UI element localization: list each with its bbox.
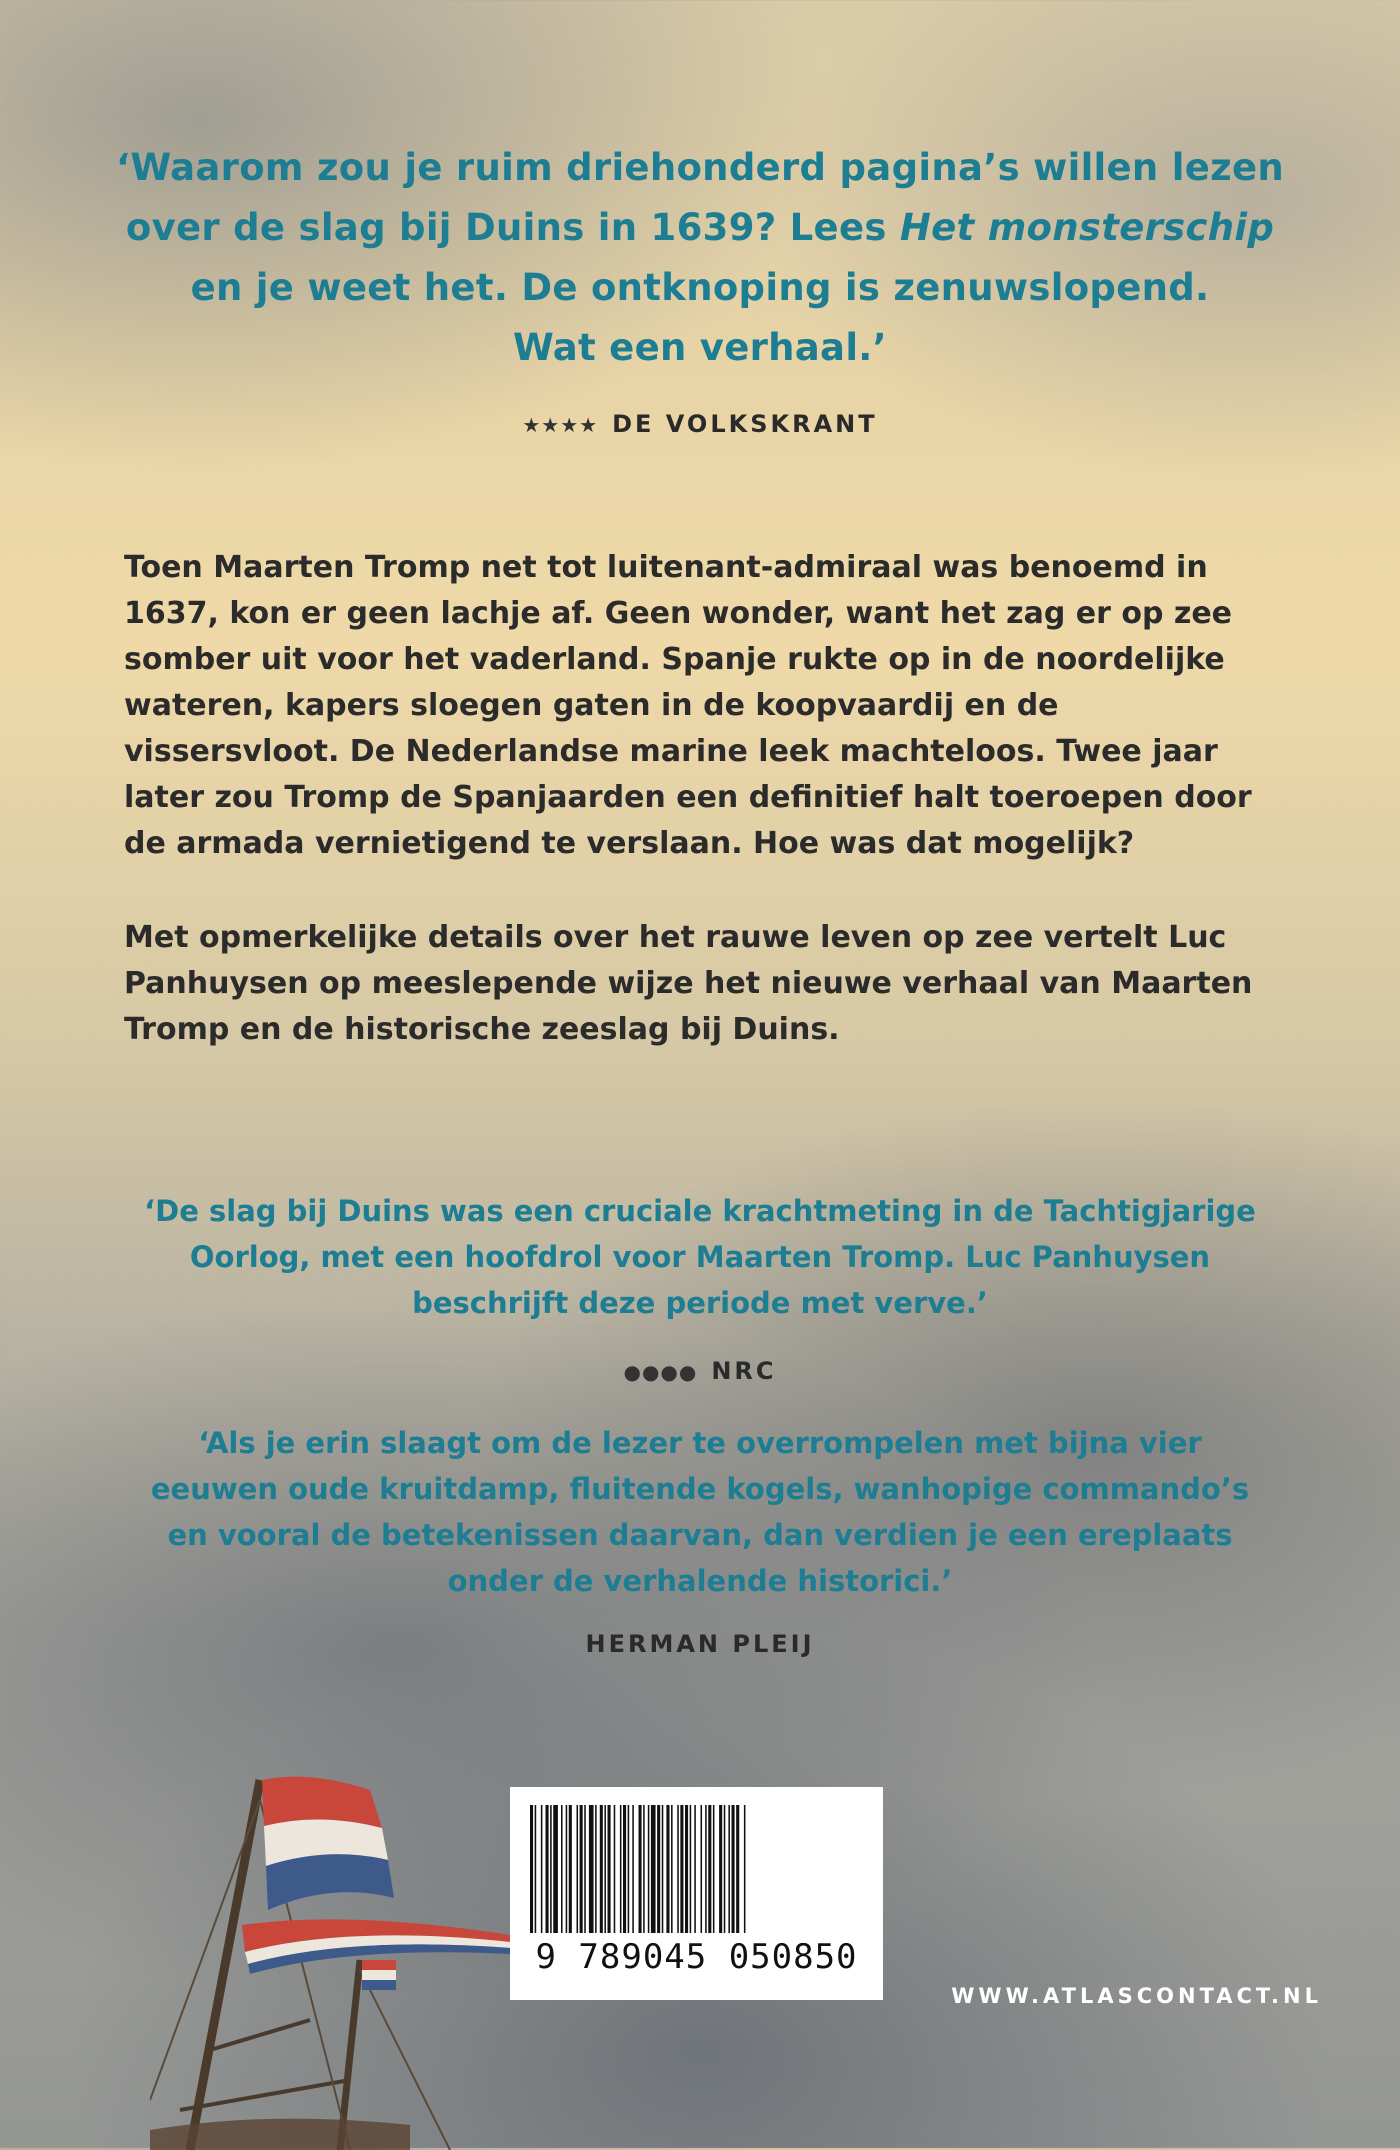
barcode-bar bbox=[546, 1805, 549, 1933]
barcode-bar bbox=[623, 1805, 626, 1933]
barcode-bar bbox=[685, 1805, 688, 1933]
barcode-bar bbox=[620, 1805, 622, 1933]
book-title-italic: Het monsterschip bbox=[899, 206, 1275, 249]
barcode-bar bbox=[604, 1805, 606, 1933]
barcode-bar bbox=[713, 1805, 715, 1933]
barcode-bar bbox=[569, 1805, 572, 1933]
barcode-bar bbox=[744, 1805, 746, 1933]
source-name: HERMAN PLEIJ bbox=[585, 1630, 815, 1658]
barcode-bar bbox=[561, 1805, 563, 1933]
ship-flag-illustration bbox=[150, 1720, 510, 2150]
barcode-bar bbox=[705, 1805, 707, 1933]
barcode-bar bbox=[628, 1805, 630, 1933]
barcode-bar bbox=[651, 1805, 656, 1933]
barcode-bar bbox=[694, 1805, 696, 1933]
quote-line bbox=[0, 198, 1400, 258]
barcode-bar bbox=[580, 1805, 583, 1933]
isbn-number: 9 789045 050850 bbox=[535, 1937, 858, 1977]
barcode-bar bbox=[639, 1805, 642, 1933]
quote-line: beschrijft deze periode met verve.’ bbox=[412, 1286, 988, 1320]
publisher-website: WWW.ATLASCONTACT.NL bbox=[951, 1984, 1322, 2008]
blurb-paragraph-1: Toen Maarten Tromp net tot luitenant-admiraal was benoemd in 1637, kon er geen lachje af. Geen wonder, want het zag er op zee somber uit voor het vaderland. Spanje rukte op in de noordelijke wateren, kapers sloegen gaten in de koopvaardij en de vissersvloot. De Nederlandse marine leek machteloos. Twee jaar later zou Tromp de Spanjaarden een definitief halt toeroepen door de armada vernietigend te verslaan. Hoe was dat mogelijk? bbox=[124, 550, 1252, 861]
barcode-bar bbox=[595, 1805, 597, 1933]
barcode-bar bbox=[690, 1805, 692, 1933]
barcode-bar bbox=[584, 1805, 586, 1933]
barcode-bar bbox=[701, 1805, 703, 1933]
barcode-bars bbox=[530, 1805, 863, 1933]
barcode-bar bbox=[550, 1805, 552, 1933]
barcode-bar bbox=[553, 1805, 558, 1933]
barcode-bar bbox=[632, 1805, 634, 1933]
barcode-bar bbox=[732, 1805, 735, 1933]
quote-line: en vooral de betekenissen daarvan, dan verdien je een ereplaats bbox=[167, 1518, 1233, 1552]
barcode-bar bbox=[671, 1805, 673, 1933]
barcode-bar bbox=[680, 1805, 683, 1933]
quote-line: ‘De slag bij Duins was een cruciale krachtmeting in de Tachtigjarige bbox=[144, 1194, 1256, 1228]
review-source-pleij bbox=[0, 1630, 1400, 1658]
quote-line: onder de verhalende historici.’ bbox=[447, 1564, 953, 1598]
barcode-bar bbox=[566, 1805, 568, 1933]
barcode-bar bbox=[708, 1805, 711, 1933]
rating-dots: ●●●● bbox=[623, 1360, 698, 1384]
barcode-bar bbox=[728, 1805, 730, 1933]
quote-line: Oorlog, met een hoofdrol voor Maarten Tromp. Luc Panhuysen bbox=[189, 1240, 1211, 1274]
barcode-bar bbox=[657, 1805, 660, 1933]
barcode-bar bbox=[535, 1805, 537, 1933]
barcode-bar bbox=[736, 1805, 739, 1933]
source-name: NRC bbox=[711, 1357, 777, 1385]
barcode-bar bbox=[666, 1805, 669, 1933]
barcode-bar bbox=[541, 1805, 543, 1933]
rating-stars: ★★★★ bbox=[522, 413, 599, 437]
quote-line: ‘Als je erin slaagt om de lezer te overrompelen met bijna vier bbox=[198, 1426, 1202, 1460]
quote-text: over de slag bij Duins in 1639? Lees bbox=[125, 206, 900, 249]
barcode-bar bbox=[577, 1805, 579, 1933]
review-source-nrc bbox=[0, 1357, 1400, 1385]
quote-line: en je weet het. De ontknoping is zenuwslopend. bbox=[190, 266, 1210, 309]
barcode-bar bbox=[724, 1805, 726, 1933]
source-name: DE VOLKSKRANT bbox=[612, 410, 878, 438]
barcode-bar bbox=[530, 1805, 533, 1933]
barcode-bar bbox=[608, 1805, 611, 1933]
blurb-paragraph-2: Met opmerkelijke details over het rauwe leven op zee vertelt Luc Panhuysen op meeslepende wijze het nieuwe verhaal van Maarten Tromp en de historische zeeslag bij Duins. bbox=[124, 920, 1253, 1047]
barcode bbox=[510, 1787, 883, 2000]
quote-line: ‘Waarom zou je ruim driehonderd pagina’s willen lezen bbox=[115, 146, 1284, 189]
quote-line: eeuwen oude kruitdamp, fluitende kogels, wanhopige commando’s bbox=[150, 1472, 1250, 1506]
barcode-bar bbox=[600, 1805, 603, 1933]
barcode-bar bbox=[662, 1805, 664, 1933]
review-quote-pleij bbox=[0, 1420, 1400, 1604]
quote-line: Wat een verhaal.’ bbox=[512, 326, 888, 369]
barcode-bar bbox=[643, 1805, 645, 1933]
barcode-bar bbox=[614, 1805, 616, 1933]
barcode-bar bbox=[719, 1805, 722, 1933]
barcode-bar bbox=[648, 1805, 650, 1933]
review-source-volkskrant bbox=[0, 410, 1400, 438]
barcode-bar bbox=[677, 1805, 679, 1933]
barcode-bar bbox=[589, 1805, 594, 1933]
review-quote-volkskrant bbox=[0, 138, 1400, 378]
review-quote-nrc bbox=[0, 1188, 1400, 1326]
